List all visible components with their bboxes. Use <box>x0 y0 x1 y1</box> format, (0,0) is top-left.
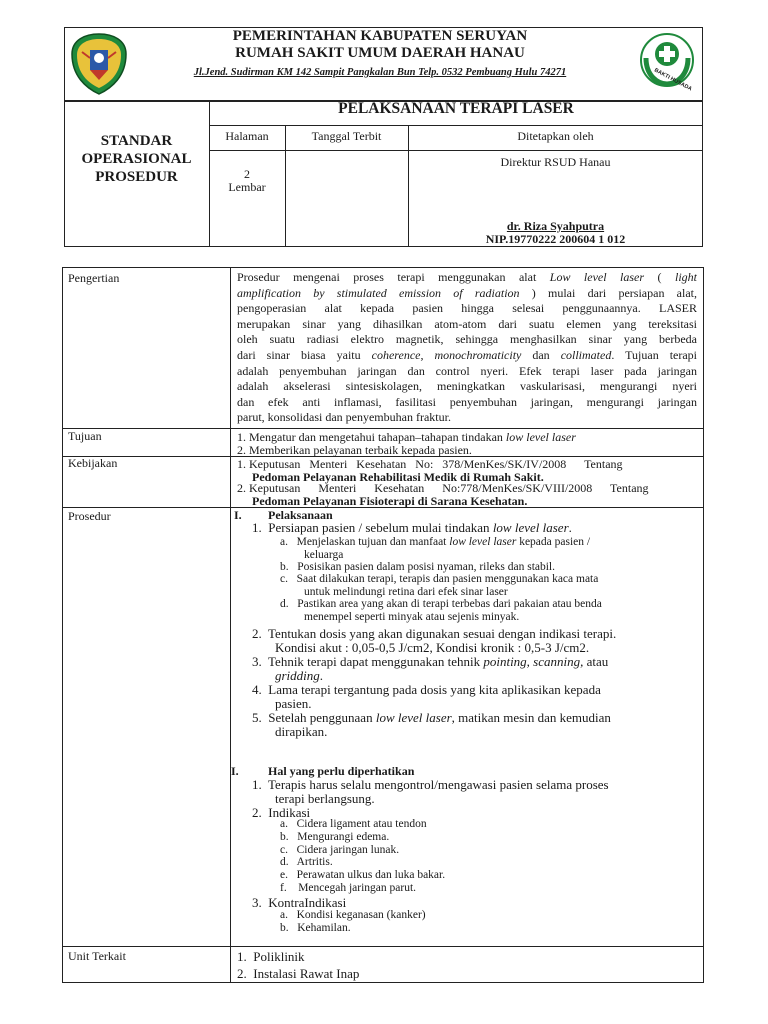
halaman-unit: Lembar <box>228 180 266 194</box>
signer-nip: NIP.19770222 200604 1 012 <box>485 232 626 246</box>
prosedur-step-5: 5. Setelah penggunaan low level laser, matikan mesin dan kemudian <box>252 710 611 725</box>
tujuan-item-1: 1. Mengatur dan mengetahui tahapan–tahapan tindakan low level laser <box>237 430 576 444</box>
kebijakan-item-2: 2. Keputusan Menteri Kesehatan No:778/MenKes/SK/VIII/2008 Tentang <box>237 481 649 495</box>
hospital-address: Jl.Jend. Sudirman KM 142 Sampit Pangkalan Bun Telp. 0532 Pembuang Hulu 74271 <box>193 67 567 78</box>
kebijakan-item-1: 1. Keputusan Menteri Kesehatan No: 378/MenKes/SK/IV/2008 Tentang <box>237 457 623 471</box>
prosedur-step-4-cont: pasien. <box>275 696 312 711</box>
prosedur-sub-d-cont: menempel seperti minyak atau sejenis minyak. <box>304 611 520 623</box>
unit-terkait-item-2: 2. Instalasi Rawat Inap <box>237 966 360 981</box>
prosedur-step-2-cont: Kondisi akut : 0,05-0,5 J/cm2, Kondisi kronik : 0,5-3 J/cm2. <box>275 640 590 655</box>
list-item: c. Cidera jaringan lunak. <box>280 843 400 856</box>
prosedur-step-3-cont: gridding. <box>275 668 324 683</box>
prosedur-part2-title: Hal yang perlu diperhatikan <box>268 764 415 778</box>
regency-emblem-icon <box>68 32 130 96</box>
prosedur-sub-a: a. Menjelaskan tujuan dan manfaat low level laser kepada pasien / <box>280 536 591 548</box>
indikasi-list <box>280 818 445 895</box>
prosedur-sub-c-cont: untuk melindungi retina dari efek sinar laser <box>304 586 508 598</box>
prosedur-sub-c: c. Saat dilakukan terapi, terapis dan pasien menggunakan kaca mata <box>280 573 599 585</box>
label-tujuan: Tujuan <box>68 429 102 443</box>
unit-terkait-item-1: 1. Poliklinik <box>237 949 305 964</box>
label-kebijakan: Kebijakan <box>68 456 118 470</box>
pengertian-text: Prosedur mengenai proses terapi menggunakan alat Low level laser ( light amplification by stimulated emission of radiation ) mulai dari persiapan alat, pengoperasian alat kepada pasien hingga selesai penggunaannya. LASER merupakan sinar yang dihasilkan atom-atom dari suatu elemen yang tereksitasi oleh suatu radiasi elektro magnetik, sehingga menghasilkan sinar yang berbeda dari sinar biasa yaitu coherence, monochromaticity dan collimated. Tujuan terapi adalah penyembuhan jaringan dan control nyeri. Efek terapi laser pada jaringan adalah akselerasi sintesiskolagen, meningkatkan vaskularisasi, mengurangi nyeri dan efek anti inflamasi, fasilitasi penyembuhan jaringan, mengurangi jaringan parut, konsolidasi dan penyembuhan fraktur. <box>237 270 697 425</box>
government-name: PEMERINTAHAN KABUPATEN SERUYAN <box>232 28 528 44</box>
prosedur-part2-number: I. <box>231 764 239 778</box>
tanggal-terbit-header: Tanggal Terbit <box>311 129 382 143</box>
list-item: e. Perawatan ulkus dan luka bakar. <box>280 869 446 882</box>
kebijakan-item-2-title: Pedoman Pelayanan Fisioterapi di Sarana Kesehatan. <box>252 494 528 508</box>
list-item: b. Mengurangi edema. <box>280 830 390 843</box>
prosedur-step-5-cont: dirapikan. <box>275 724 328 739</box>
prosedur-part1-title: Pelaksanaan <box>268 508 333 522</box>
signer-name: dr. Riza Syahputra <box>506 219 605 233</box>
prosedur-sub-a-cont: keluarga <box>304 549 344 561</box>
perhatian-step-2: 2. Indikasi <box>252 805 311 820</box>
kontraindikasi-list <box>280 909 426 935</box>
list-item: d. Artritis. <box>280 856 333 869</box>
list-item: a. Cidera ligament atau tendon <box>280 818 427 830</box>
bakti-husada-caption: BAKTI HUSADA <box>653 67 693 93</box>
tujuan-item-2: 2. Memberikan pelayanan terbaik kepada pasien. <box>237 443 472 457</box>
document-title: PELAKSANAAN TERAPI LASER <box>338 100 574 117</box>
hospital-name: RUMAH SAKIT UMUM DAERAH HANAU <box>235 45 525 61</box>
prosedur-step-2: 2. Tentukan dosis yang akan digunakan sesuai dengan indikasi terapi. <box>252 626 617 641</box>
kebijakan-item-1-title: Pedoman Pelayanan Rehabilitasi Medik di Rumah Sakit. <box>252 470 544 484</box>
label-pengertian: Pengertian <box>68 271 120 285</box>
prosedur-sub-b: b. Posisikan pasien dalam posisi nyaman, rileks dan stabil. <box>280 561 556 573</box>
halaman-value: 2 <box>244 167 250 181</box>
list-item: a. Kondisi keganasan (kanker) <box>280 909 426 921</box>
label-prosedur: Prosedur <box>68 509 111 523</box>
perhatian-step-1: 1. Terapis harus selalu mengontrol/mengawasi pasien selama proses <box>252 777 609 792</box>
perhatian-step-1-cont: terapi berlangsung. <box>275 791 375 806</box>
prosedur-part1-number: I. <box>234 508 242 522</box>
prosedur-step-4: 4. Lama terapi tergantung pada dosis yang kita aplikasikan kepada <box>252 682 601 697</box>
perhatian-step-3: 3. KontraIndikasi <box>252 895 347 910</box>
halaman-header: Halaman <box>225 129 269 143</box>
prosedur-step-3: 3. Tehnik terapi dapat menggunakan tehnik pointing, scanning, atau <box>252 654 609 669</box>
ditetapkan-header: Ditetapkan oleh <box>517 129 594 143</box>
prosedur-step-1: 1. Persiapan pasien / sebelum mulai tindakan low level laser. <box>252 520 572 535</box>
list-item: b. Kehamilan. <box>280 921 351 934</box>
list-item: f. Mencegah jaringan parut. <box>280 881 417 894</box>
prosedur-sub-d: d. Pastikan area yang akan di terapi terbebas dari pakaian atau benda <box>280 598 602 610</box>
label-unit-terkait: Unit Terkait <box>68 949 126 963</box>
sop-left-title: STANDAR OPERASIONAL PROSEDUR <box>81 133 192 185</box>
bakti-husada-logo-icon <box>636 32 698 92</box>
signer-role: Direktur RSUD Hanau <box>500 155 611 169</box>
